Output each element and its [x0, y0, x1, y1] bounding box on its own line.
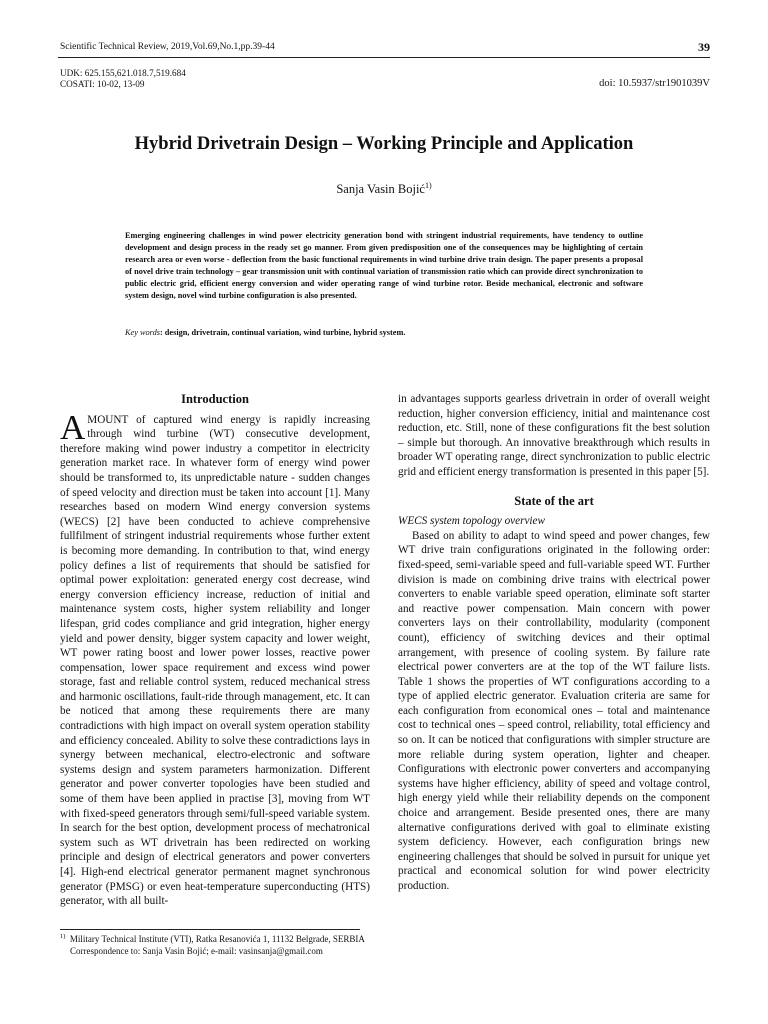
keywords-values: : design, drivetrain, continual variation, wind turbine, hybrid system. [159, 328, 406, 337]
footnote-affiliation-line [60, 933, 365, 945]
intro-heading: Introduction [181, 392, 249, 406]
intro-text: MOUNT of captured wind energy is rapidly increasing through wind turbine (WT) consecutive development, therefore making wind power industry a competitor in electricity generation market race. In whatever form of energy wind power should be transformed to, its unpredictable nature - sudden changes of speed velocity and direction must be taken into account [1]. Many researches based on modern Wind energy conversion systems (WECS) [2] have been conducted to achieve comprehensive fullfilment of stringent industrial requirements whose further extent is becoming more demanding. In contribution to that, wind energy policy defines a list of requirements that should be satisfied for optimal power exploitation: generated energy cost decrease, wind energy conversion efficiency increase, reduction of initial and maintenance system costs, higher system reliability and longer lifespan, grid codes compliance and grid integration, higher energy yield and power density, bigger system capacity and lower weight, WT power rating boost and lower power losses, reactive power compensation, lower space requirement and excess wind power storage, fast and reliable control system, reduced mechanical stress and harmonic oscillations, fault-ride through management, etc. It can be noticed that among these requirements there are many contradictions with high impact on overall system operation stability and efficiency concealed. Ability to solve these contradictions lays in synergy between mechanical, electro-electronic and software systems design and system parameters harmonization. Different generator and power converter topologies have been studied and some of them have been applied in practise [3], moving from WT with fixed-speed generators through semi/full-speed variable system. In search for the best option, development process of mechatronical system such as WT drivetrain has been redirected on working principle and design of electrical generators and power converters [4]. High-end electrical generator permanent magnet synchronous generator (PMSG) or even heat-temperature superconducting (HTS) generator, with all built- [60, 413, 370, 908]
wecs-subheading: WECS system topology overview [398, 515, 545, 528]
cosati-code: COSATI: 10-02, 13-09 [60, 79, 145, 89]
journal-header: Scientific Technical Review, 2019,Vol.69,No.1,pp.39-44 [60, 42, 275, 52]
section-spacer [398, 480, 710, 494]
state-of-art-heading: State of the art [514, 493, 594, 508]
classification-block [60, 68, 186, 90]
udk-code: UDK: 625.155,621.018.7,519.684 [60, 68, 186, 78]
paper-title: Hybrid Drivetrain Design – Working Principle and Application [134, 134, 634, 154]
keywords-label: Key words [125, 328, 160, 337]
left-column [60, 392, 370, 909]
header-rule [58, 57, 710, 58]
author-marker: 1) [424, 180, 432, 190]
state-of-art-paragraph: Based on ability to adapt to wind speed and power changes, few WT drive train configurations originated in the following order: fixed-speed, semi-variable speed and full-variable speed WT. Further division is made on combining drive trains with electrical power converters to enable variable speed operation, eliminate soft starter and reactive power compensation. Main concern with power converters lays on their controllability, modularity (component count), efficiency of switching devices and their optimal arrangement, with presence of cooling system. By failure rate electrical power converters are at the top of the WT failure lists. Table 1 shows the properties of WT configurations according to a type of applied electric generator. Evaluation criteria are same for each configuration from economical ones – total and maintenance cost to technical ones – speed control, reliability, total efficiency and so on. It can be noticed that configurations with simpler structure are more reliable during system operation, lighter and cheaper. Configurations with electronic power converters and accompanying systems have higher efficiency, ability of speed and voltage control, high energy yield while their reliability depends on the component choice and arrangement. Beside presented ones, there are many alternative configurations derived with goal to eliminate existing system deficiency. However, each configuration brings new engineering challenges that should be solved in pursuit for unique yet practical and economical solution for wind power electricity production. [398, 529, 710, 892]
page-number: 39 [698, 40, 710, 54]
footnote-rule [60, 929, 360, 930]
doi: doi: 10.5937/str1901039V [599, 78, 710, 89]
dropcap-letter: A [60, 407, 86, 447]
author-name: Sanja Vasin Bojić [336, 182, 425, 196]
abstract: Emerging engineering challenges in wind power electricity generation bond with stringent industrial requirements, have tendency to outline development and design process in the ready set go manner. From given predisposition one of the consequences may be highlighting of certain research area or even worse - deflection from the basic functional requirements in wind turbine drive train design. The paper presents a proposal of novel drive train technology – gear transmission unit with continual variation of transmission ratio which can provide direct synchronization to public electric grid, efficient energy conversion and wider operating range of wind turbine rotor. Beside mechanical, electronic and software system design, novel wind turbine configuration is also presented. [125, 231, 643, 300]
footnote-marker: 1) [60, 933, 66, 940]
intro-paragraph [60, 407, 370, 909]
author-line [60, 182, 708, 197]
right-column [398, 392, 710, 894]
intro-continuation: in advantages supports gearless drivetrain in order of overall weight reduction, higher conversion efficiency, initial and maintenance cost reduction, etc. Still, none of these configurations fit the best solution – simple but thorough. An innovative breakthrough which results in broader WT operating range, direct synchronization to public electric grid and efficient energy transformation is presented in this paper [5]. [398, 393, 710, 478]
footnote-affiliation: Military Technical Institute (VTI), Ratka Resanovića 1, 11132 Belgrade, SERBIA [69, 934, 365, 944]
footnote [60, 933, 365, 957]
keywords [125, 327, 643, 339]
footnote-correspondence: Correspondence to: Sanja Vasin Bojić; e-mail: vasinsanja@gmail.com [70, 946, 323, 956]
